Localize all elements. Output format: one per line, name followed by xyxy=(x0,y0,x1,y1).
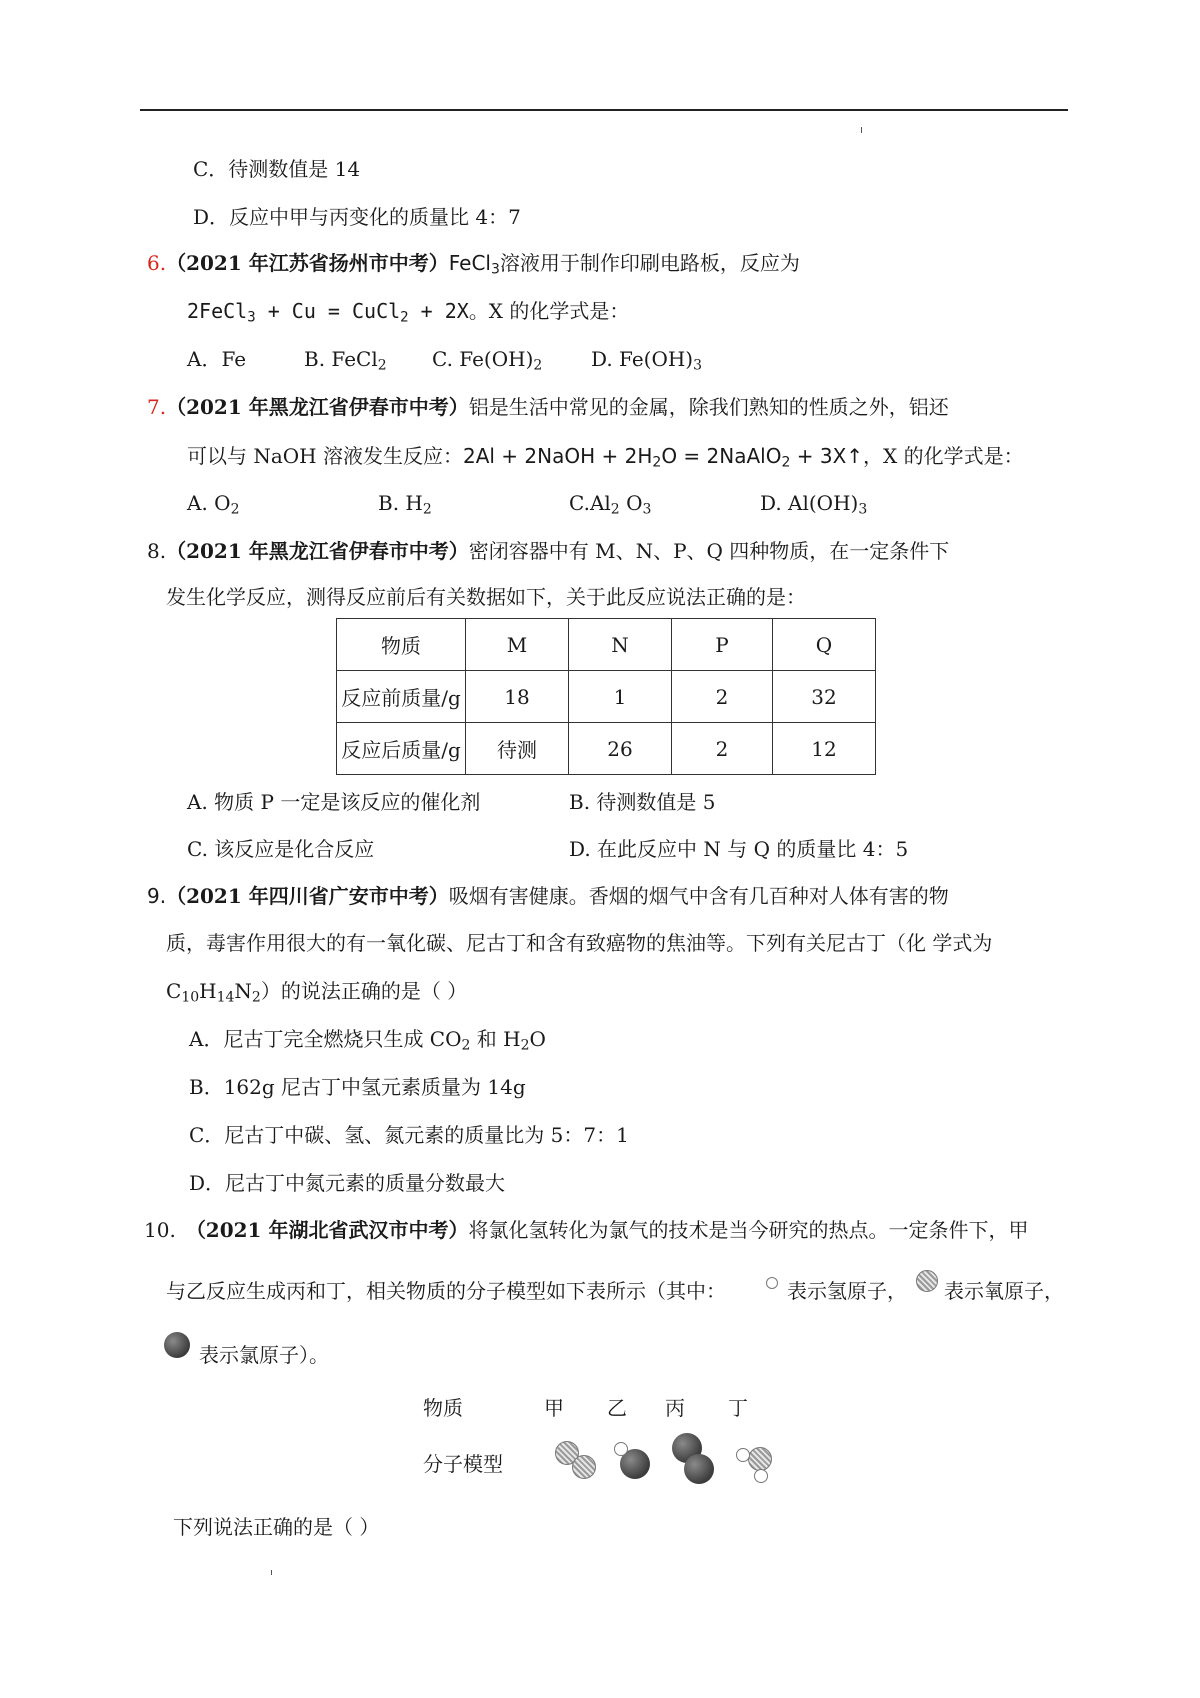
q9-option-d: D．尼古丁中氮元素的质量分数最大 xyxy=(189,1171,506,1195)
table-header-cell: M xyxy=(466,619,569,671)
table-cell: 12 xyxy=(773,723,876,775)
q10-number: 10. xyxy=(144,1218,176,1242)
q10-stem-line2b: 表示氢原子， xyxy=(787,1279,907,1303)
q6-stem: 6.（2021 年江苏省扬州市中考）FeCl$_3$溶液用于制作印刷电路板，反应为 xyxy=(147,251,800,278)
table-row xyxy=(337,723,876,775)
q6-equation: 2FeCl$_3$ + Cu = CuCl$_2$ + 2X。X 的化学式是： xyxy=(187,299,630,326)
substance-yi: 乙 xyxy=(607,1396,627,1420)
substance-ding: 丁 xyxy=(728,1396,748,1420)
q5-option-c: C．待测数值是 14 xyxy=(193,157,361,181)
q9-number: 9. xyxy=(147,884,167,908)
table-cell: 2 xyxy=(672,723,773,775)
q7-source: （2021 年黑龙江省伊春市中考） xyxy=(166,395,469,419)
q9-formula: $C_{10}H_{14}N_2$ xyxy=(166,979,261,1006)
substance-bing: 丙 xyxy=(665,1396,685,1420)
q8-option-c: C. 该反应是化合反应 xyxy=(187,837,375,861)
table-header-row xyxy=(337,619,876,671)
q9-source: （2021 年四川省广安市中考） xyxy=(166,884,449,908)
table-header-cell: P xyxy=(672,619,773,671)
q10-question: 下列说法正确的是（ ） xyxy=(173,1515,380,1539)
table-cell: 1 xyxy=(569,671,672,723)
q7-stem-line1: 7.（2021 年黑龙江省伊春市中考）铝是生活中常见的金属，除我们熟知的性质之外，铝还 xyxy=(147,395,949,419)
table-cell: 反应后质量/g xyxy=(337,723,466,775)
q10-stem-line3: 表示氯原子）。 xyxy=(199,1343,329,1367)
q8-number: 8. xyxy=(147,539,167,563)
q5-option-d: D．反应中甲与丙变化的质量比 4：7 xyxy=(193,205,521,229)
q8-option-d: D. 在此反应中 N 与 Q 的质量比 4：5 xyxy=(569,837,909,861)
q7-option-c: $C.Al_2$ $O_3$ xyxy=(569,491,652,518)
q7-stem-line2: 可以与 NaOH 溶液发生反应：2Al + 2NaOH + $2H_2O$ = 2NaAlO$_2$ + 3X↑，X 的化学式是： xyxy=(187,444,1024,471)
q7-option-b: B. $H_2$ xyxy=(378,491,432,518)
q10-stem-line1: 10. （2021 年湖北省武汉市中考）将氯化氢转化为氯气的技术是当今研究的热点。一定条件下，甲 xyxy=(144,1218,1029,1242)
stray-mark xyxy=(271,1570,272,1575)
q6-number: 6. xyxy=(147,251,167,275)
q6-option-c: C. $Fe(OH)_2$ xyxy=(432,347,543,374)
table-cell: 2 xyxy=(672,671,773,723)
table-header-cell: N xyxy=(569,619,672,671)
q8-stem-line1: 8.（2021 年黑龙江省伊春市中考）密闭容器中有 M、N、P、Q 四种物质，在一定条件下 xyxy=(147,539,950,563)
q9-stem-line1: 9.（2021 年四川省广安市中考）吸烟有害健康。香烟的烟气中含有几百种对人体有害的物 xyxy=(147,884,949,908)
q6-option-b: B. FeCl$_2$ xyxy=(304,347,387,374)
table-cell: 待测 xyxy=(466,723,569,775)
table-cell: 32 xyxy=(773,671,876,723)
table-cell: 18 xyxy=(466,671,569,723)
q8-option-b: B. 待测数值是 5 xyxy=(569,790,716,814)
hydrogen-atom-legend-icon xyxy=(766,1277,778,1289)
q10-stem-line2a: 与乙反应生成丙和丁，相关物质的分子模型如下表所示（其中： xyxy=(166,1279,726,1303)
chlorine-atom-legend-icon xyxy=(164,1332,190,1358)
table-header-cell: 物质 xyxy=(337,619,466,671)
q10-row2-label: 分子模型 xyxy=(423,1452,503,1476)
q9-stem-line2: 质，毒害作用很大的有一氧化碳、尼古丁和含有致癌物的焦油等。下列有关尼古丁（化 学式为 xyxy=(166,931,993,955)
q7-option-d: D. $Al(OH)_3$ xyxy=(760,491,868,518)
q9-stem-line3: $C_{10}H_{14}N_2$）的说法正确的是（ ） xyxy=(166,979,468,1006)
q6-option-a: A．Fe xyxy=(187,347,247,371)
substance-jia: 甲 xyxy=(544,1396,564,1420)
table-cell: 反应前质量/g xyxy=(337,671,466,723)
q8-stem-line2: 发生化学反应，测得反应前后有关数据如下，关于此反应说法正确的是： xyxy=(166,585,806,609)
table-cell: 26 xyxy=(569,723,672,775)
q8-option-a: A. 物质 P 一定是该反应的催化剂 xyxy=(187,790,481,814)
stray-mark xyxy=(861,127,862,133)
q8-source: （2021 年黑龙江省伊春市中考） xyxy=(166,539,469,563)
q8-data-table xyxy=(336,618,876,775)
table-row xyxy=(337,671,876,723)
q10-source: （2021 年湖北省武汉市中考） xyxy=(185,1218,469,1242)
q7-number: 7. xyxy=(147,395,167,419)
q9-option-a: A．尼古丁完全燃烧只生成 $CO_2$ 和 $H_2O$ xyxy=(189,1027,546,1054)
oxygen-atom-legend-icon xyxy=(916,1270,938,1292)
q7-option-a: A. $O_2$ xyxy=(187,491,240,518)
table-header-cell: Q xyxy=(773,619,876,671)
q10-stem-line2c: 表示氧原子， xyxy=(944,1279,1064,1303)
q6-option-d: D. $Fe(OH)_3$ xyxy=(591,347,703,374)
q10-row1-label: 物质 xyxy=(423,1396,463,1420)
q9-option-c: C．尼古丁中碳、氢、氮元素的质量比为 5：7：1 xyxy=(189,1123,629,1147)
header-rule xyxy=(140,109,1068,111)
q6-source: （2021 年江苏省扬州市中考） xyxy=(166,251,449,275)
q9-option-b: B．162g 尼古丁中氢元素质量为 14g xyxy=(189,1075,526,1099)
